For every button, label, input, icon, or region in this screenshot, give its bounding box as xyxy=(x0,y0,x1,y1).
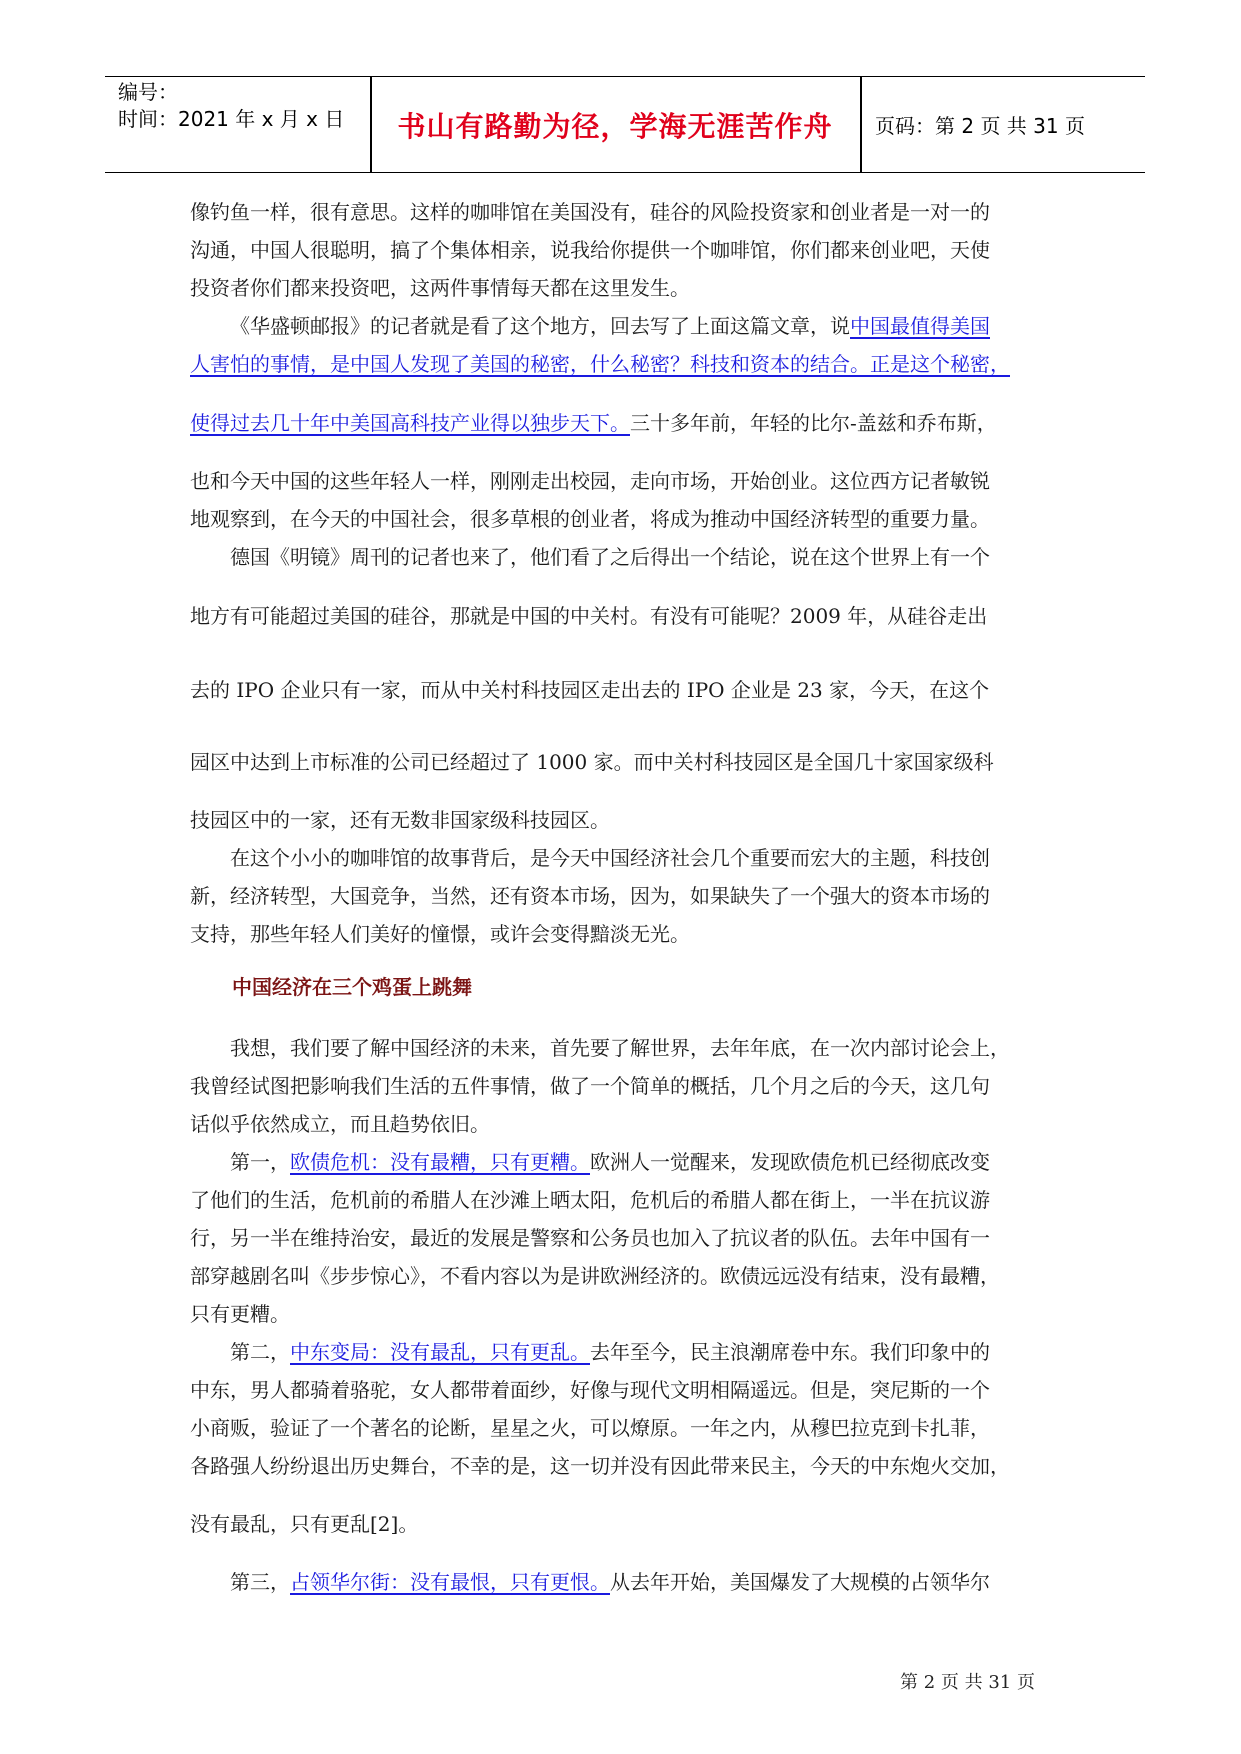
header-divider xyxy=(860,77,862,172)
header-page-number: 页码：第 2 页 共 31 页 xyxy=(875,114,1085,138)
text-line: 在这个小小的咖啡馆的故事背后，是今天中国经济社会几个重要而宏大的主题，科技创 xyxy=(230,846,990,870)
text-line xyxy=(230,312,990,340)
text-line: 沟通，中国人很聪明，搞了个集体相亲，说我给你提供一个咖啡馆，你们都来创业吧，天使 xyxy=(190,238,990,262)
text-line: 地观察到，在今天的中国社会，很多草根的创业者，将成为推动中国经济转型的重要力量。 xyxy=(190,507,990,531)
text-line: 像钓鱼一样，很有意思。这样的咖啡馆在美国没有，硅谷的风险投资家和创业者是一对一的 xyxy=(190,200,990,224)
text-segment: 三十多年前，年轻的比尔-盖兹和乔布斯， xyxy=(630,411,997,435)
text-segment: 从去年开始，美国爆发了大规模的占领华尔 xyxy=(610,1570,990,1594)
text-segment: 《华盛顿邮报》的记者就是看了这个地方，回去写了上面这篇文章，说 xyxy=(230,314,850,338)
text-line xyxy=(190,350,1010,378)
text-line xyxy=(230,1148,990,1176)
text-line: 各路强人纷纷退出历史舞台，不幸的是，这一切并没有因此带来民主，今天的中东炮火交加， xyxy=(190,1454,1010,1478)
text-line: 也和今天中国的这些年轻人一样，刚刚走出校园，走向市场，开始创业。这位西方记者敏锐 xyxy=(190,469,990,493)
article-link[interactable]: 中国最值得美国 xyxy=(850,314,990,338)
text-line: 小商贩，验证了一个著名的论断，星星之火，可以燎原。一年之内，从穆巴拉克到卡扎菲， xyxy=(190,1416,990,1440)
text-line: 没有最乱，只有更乱[2]。 xyxy=(190,1512,419,1536)
text-line: 我曾经试图把影响我们生活的五件事情，做了一个简单的概括，几个月之后的今天，这几句 xyxy=(190,1074,990,1098)
text-line: 部穿越剧名叫《步步惊心》，不看内容以为是讲欧洲经济的。欧债远远没有结束，没有最糟， xyxy=(190,1264,1000,1288)
text-segment: 第三， xyxy=(230,1570,290,1594)
text-segment: 欧洲人一觉醒来，发现欧债危机已经彻底改变 xyxy=(590,1150,990,1174)
text-line: 我想，我们要了解中国经济的未来，首先要了解世界，去年年底，在一次内部讨论会上， xyxy=(230,1036,1010,1060)
occupy-wall-street-link[interactable]: 占领华尔街：没有最恨，只有更恨。 xyxy=(290,1570,610,1594)
text-segment: 第二， xyxy=(230,1340,290,1364)
page-footer: 第 2 页 共 31 页 xyxy=(900,1672,1035,1693)
header-meta xyxy=(118,79,344,133)
header-motto: 书山有路勤为径，学海无涯苦作舟 xyxy=(397,109,833,143)
page-header xyxy=(105,76,1145,173)
text-line xyxy=(230,1338,990,1366)
text-line: 支持，那些年轻人们美好的憧憬，或许会变得黯淡无光。 xyxy=(190,922,690,946)
text-line: 新，经济转型，大国竞争，当然，还有资本市场，因为，如果缺失了一个强大的资本市场的 xyxy=(190,884,990,908)
text-segment: 去年至今，民主浪潮席卷中东。我们印象中的 xyxy=(590,1340,990,1364)
document-time-label: 时间：2021 年 x 月 x 日 xyxy=(118,107,345,131)
text-line xyxy=(230,1568,990,1596)
text-segment: 第一， xyxy=(230,1150,290,1174)
text-line: 德国《明镜》周刊的记者也来了，他们看了之后得出一个结论，说在这个世界上有一个 xyxy=(230,545,990,569)
text-line xyxy=(190,409,997,437)
text-line: 中东，男人都骑着骆驼，女人都带着面纱，好像与现代文明相隔遥远。但是，突尼斯的一个 xyxy=(190,1378,990,1402)
text-line: 园区中达到上市标准的公司已经超过了 1000 家。而中关村科技园区是全国几十家国家级科 xyxy=(190,750,994,774)
eurozone-crisis-link[interactable]: 欧债危机：没有最糟，只有更糟。 xyxy=(290,1150,590,1174)
article-link[interactable]: 使得过去几十年中美国高科技产业得以独步天下。 xyxy=(190,411,630,435)
text-line: 行，另一半在维持治安，最近的发展是警察和公务员也加入了抗议者的队伍。去年中国有一 xyxy=(190,1226,990,1250)
text-line: 只有更糟。 xyxy=(190,1302,290,1326)
text-line: 话似乎依然成立，而且趋势依旧。 xyxy=(190,1112,490,1136)
section-heading: 中国经济在三个鸡蛋上跳舞 xyxy=(232,975,472,999)
text-line: 技园区中的一家，还有无数非国家级科技园区。 xyxy=(190,808,610,832)
text-line: 投资者你们都来投资吧，这两件事情每天都在这里发生。 xyxy=(190,276,690,300)
middle-east-link[interactable]: 中东变局：没有最乱，只有更乱。 xyxy=(290,1340,590,1364)
document-number-label: 编号： xyxy=(118,80,178,104)
text-line: 了他们的生活，危机前的希腊人在沙滩上晒太阳，危机后的希腊人都在街上，一半在抗议游 xyxy=(190,1188,990,1212)
text-line: 地方有可能超过美国的硅谷，那就是中国的中关村。有没有可能呢？2009 年，从硅谷走出 xyxy=(190,604,988,628)
article-link[interactable]: 人害怕的事情，是中国人发现了美国的秘密，什么秘密？科技和资本的结合。正是这个秘密， xyxy=(190,352,1010,376)
text-line: 去的 IPO 企业只有一家，而从中关村科技园区走出去的 IPO 企业是 23 家，今天，在这个 xyxy=(190,678,990,702)
